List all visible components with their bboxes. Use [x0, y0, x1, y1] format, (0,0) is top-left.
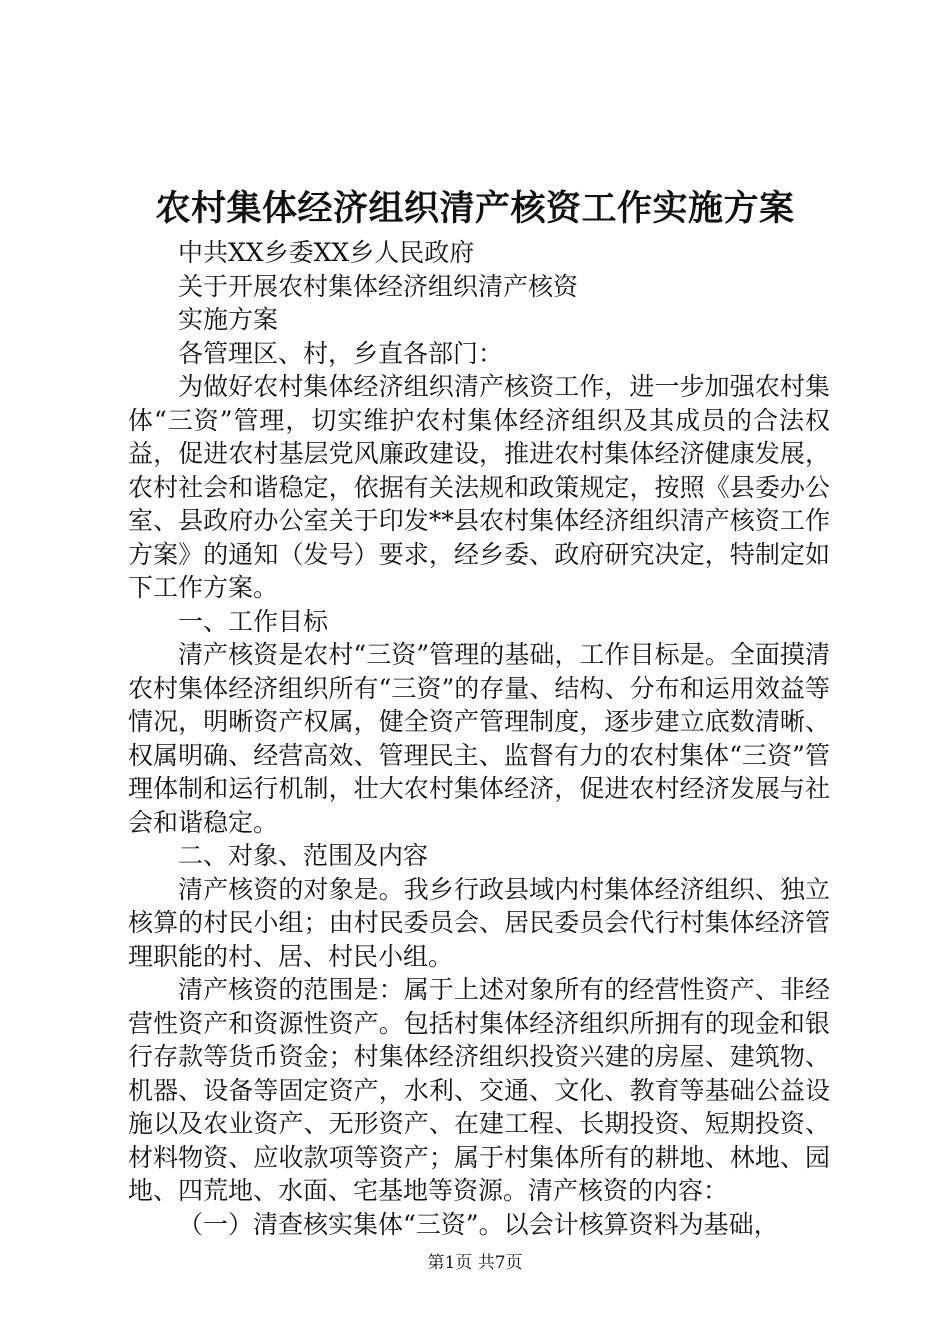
section-heading-2: 二、对象、范围及内容 — [178, 841, 429, 870]
salutation: 各管理区、村，乡直各部门： — [178, 338, 504, 368]
section-heading-1: 一、工作目标 — [178, 606, 329, 636]
subject-line: 关于开展农村集体经济组织清产核资 — [178, 271, 579, 301]
page-number-footer: 第1页 共7页 — [427, 1253, 523, 1273]
document-title: 农村集体经济组织清产核资工作实施方案 — [155, 189, 795, 229]
subject-line-2: 实施方案 — [178, 305, 279, 334]
item-paragraph: （一）清查核实集体“三资”。以会计核算资料为基础， — [178, 1209, 779, 1239]
object-paragraph: 清产核资的对象是。我乡行政县域内村集体经济组织、独立核算的村民小组；由村民委员会、居民委员会代行村集体经济管理职能的村、居、村民小组。 — [128, 874, 830, 971]
scope-paragraph: 清产核资的范围是：属于上述对象所有的经营性资产、非经营性资产和资源性资产。包括村集体经济组织所拥有的现金和银行存款等货币资金；村集体经济组织投资兴建的房屋、建筑物、机器、设备等固定资产，水利、交通、文化、教育等基础公益设施以及农业资产、无形资产、在建工程、长期投资、短期投资、材料物资、应收款项等资产；属于村集体所有的耕地、林地、园地、四荒地、水面、宅基地等资源。清产核资的内容： — [128, 975, 830, 1205]
document-body — [128, 236, 830, 1241]
goal-paragraph: 清产核资是农村“三资”管理的基础，工作目标是。全面摸清农村集体经济组织所有“三资”的存量、结构、分布和运用效益等情况，明晰资产权属，健全资产管理制度，逐步建立底数清晰、权属明确、经营高效、管理民主、监督有力的农村集体“三资”管理体制和运行机制，壮大农村集体经济，促进农村经济发展与社会和谐稳定。 — [128, 640, 830, 837]
issuer-line: 中共XX乡委XX乡人民政府 — [178, 238, 475, 267]
intro-paragraph: 为做好农村集体经济组织清产核资工作，进一步加强农村集体“三资”管理，切实维护农村集体经济组织及其成员的合法权益，促进农村基层党风廉政建设，推进农村集体经济健康发展，农村社会和谐稳定，依据有关法规和政策规定，按照《县委办公室、县政府办公室关于印发**县农村集体经济组织清产核资工作方案》的通知（发号）要求，经乡委、政府研究决定，特制定如下工作方案。 — [128, 372, 830, 602]
